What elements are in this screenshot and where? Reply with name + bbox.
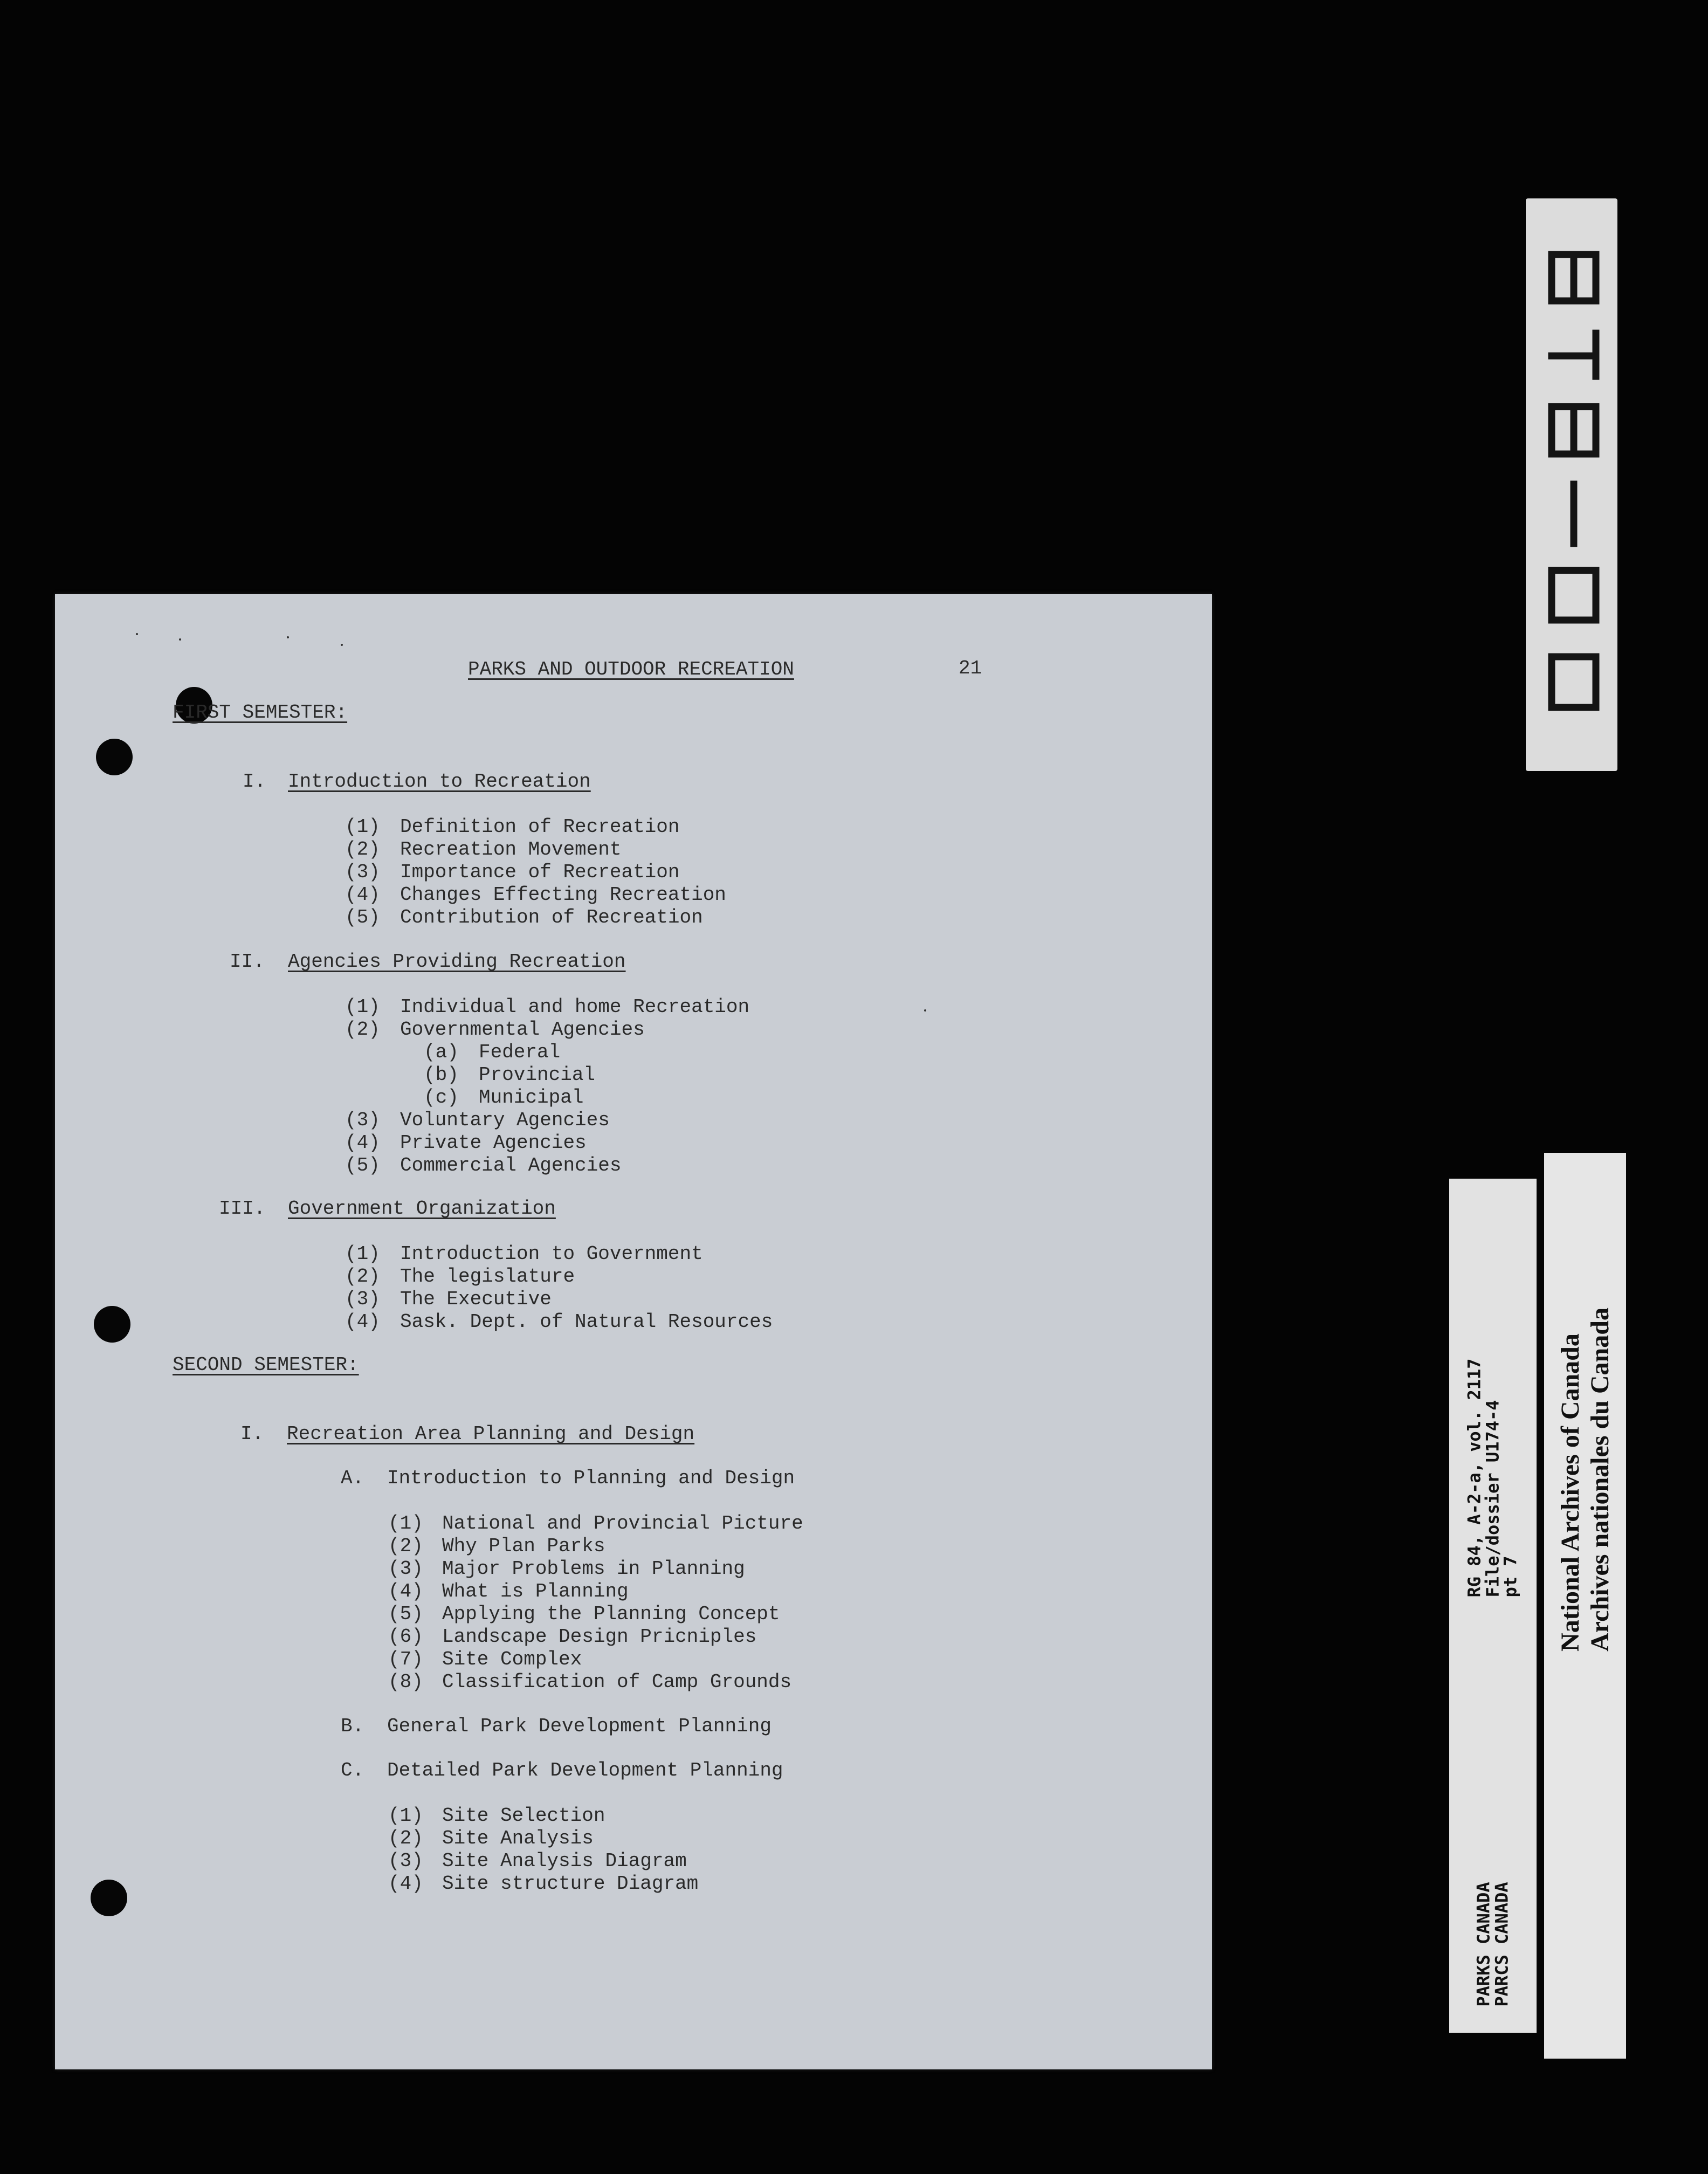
item-number: (1) [388, 1512, 423, 1535]
item-text: Individual and home Recreation [400, 996, 750, 1018]
speck [341, 644, 343, 646]
item-number: (3) [388, 1850, 423, 1872]
item-text: Commercial Agencies [400, 1154, 622, 1177]
item-text: Private Agencies [400, 1132, 587, 1154]
item-number: (1) [345, 1243, 380, 1265]
item-number: (6) [388, 1626, 423, 1648]
subitem-letter: (c) [424, 1086, 459, 1109]
item-number: (4) [345, 884, 380, 906]
page-title: PARKS AND OUTDOOR RECREATION [468, 658, 794, 680]
speck [924, 1009, 926, 1012]
item-text: Why Plan Parks [442, 1535, 605, 1557]
item-text: Changes Effecting Recreation [400, 884, 726, 906]
item-text: Landscape Design Pricniples [442, 1626, 757, 1648]
item-text: Importance of Recreation [400, 861, 680, 883]
subsection-title: Detailed Park Development Planning [387, 1759, 783, 1781]
item-text: The Executive [400, 1288, 552, 1310]
archives-name-fr: Archives nationales du Canada [1586, 1308, 1614, 1652]
item-number: (3) [345, 1109, 380, 1131]
semester-heading: FIRST SEMESTER: [173, 701, 348, 724]
section-numeral: I. [240, 1423, 264, 1445]
item-number: (2) [345, 838, 380, 861]
page-number: 21 [959, 657, 982, 679]
subitem-text: Federal [479, 1041, 561, 1063]
item-text: Site Analysis [442, 1827, 594, 1849]
item-number: (2) [345, 1265, 380, 1288]
frame-counter [1526, 198, 1617, 771]
subsection-letter: A. [341, 1467, 364, 1489]
item-number: (4) [345, 1311, 380, 1333]
section-numeral: I. [243, 770, 266, 793]
item-text: Site structure Diagram [442, 1873, 699, 1895]
section-title: Government Organization [288, 1198, 556, 1220]
item-text: Contribution of Recreation [400, 906, 703, 928]
subsection-letter: C. [341, 1759, 364, 1781]
item-text: Site Analysis Diagram [442, 1850, 687, 1872]
item-text: Major Problems in Planning [442, 1558, 745, 1580]
speck [287, 636, 289, 638]
item-number: (7) [388, 1648, 423, 1670]
item-number: (2) [388, 1535, 423, 1557]
item-number: (5) [345, 906, 380, 928]
section-title: Agencies Providing Recreation [288, 951, 626, 973]
item-number: (3) [388, 1558, 423, 1580]
item-text: Introduction to Government [400, 1243, 703, 1265]
item-text: Governmental Agencies [400, 1019, 645, 1041]
binder-hole [96, 739, 133, 775]
section-numeral: II. [230, 951, 265, 973]
item-text: Applying the Planning Concept [442, 1603, 780, 1625]
section-title: Recreation Area Planning and Design [287, 1423, 695, 1445]
agency-line: PARCS CANADA [1491, 1882, 1512, 2007]
item-number: (4) [345, 1132, 380, 1154]
subitem-letter: (a) [424, 1041, 459, 1063]
item-number: (1) [345, 816, 380, 838]
subitem-text: Municipal [479, 1086, 584, 1109]
item-number: (5) [345, 1154, 380, 1177]
binder-hole [91, 1880, 127, 1916]
item-text: Sask. Dept. of Natural Resources [400, 1311, 773, 1333]
item-text: Classification of Camp Grounds [442, 1671, 792, 1693]
subsection-letter: B. [341, 1715, 364, 1737]
national-archives-tag [1544, 1153, 1626, 2059]
item-text: The legislature [400, 1265, 575, 1288]
item-number: (3) [345, 861, 380, 883]
binder-hole [94, 1306, 130, 1343]
document-page [55, 594, 1212, 2069]
item-number: (4) [388, 1580, 423, 1602]
item-number: (3) [345, 1288, 380, 1310]
item-number: (2) [345, 1019, 380, 1041]
agency-line: PARKS CANADA [1473, 1882, 1494, 2007]
subitem-letter: (b) [424, 1064, 459, 1086]
reference-line: pt 7 [1500, 1556, 1521, 1598]
item-text: National and Provincial Picture [442, 1512, 803, 1535]
subsection-title: General Park Development Planning [387, 1715, 772, 1737]
speck [136, 633, 138, 635]
item-text: Site Selection [442, 1805, 605, 1827]
item-number: (2) [388, 1827, 423, 1849]
subitem-text: Provincial [479, 1064, 596, 1086]
archive-reference-label [1449, 1179, 1537, 2033]
item-text: Voluntary Agencies [400, 1109, 610, 1131]
item-number: (5) [388, 1603, 423, 1625]
item-number: (1) [345, 996, 380, 1018]
section-title: Introduction to Recreation [288, 770, 591, 793]
item-number: (4) [388, 1873, 423, 1895]
item-number: (1) [388, 1805, 423, 1827]
reference-line: File/dossier U174-4 [1482, 1400, 1503, 1598]
speck [179, 638, 181, 641]
semester-heading: SECOND SEMESTER: [173, 1354, 359, 1376]
section-numeral: III. [219, 1198, 266, 1220]
item-text: Recreation Movement [400, 838, 622, 861]
item-text: Site Complex [442, 1648, 582, 1670]
reference-line: RG 84, A-2-a, vol. 2117 [1464, 1358, 1485, 1598]
item-text: What is Planning [442, 1580, 629, 1602]
frame-counter-digits [1526, 198, 1617, 771]
subsection-title: Introduction to Planning and Design [387, 1467, 795, 1489]
archives-name-en: National Archives of Canada [1555, 1333, 1585, 1652]
item-number: (8) [388, 1671, 423, 1693]
item-text: Definition of Recreation [400, 816, 680, 838]
